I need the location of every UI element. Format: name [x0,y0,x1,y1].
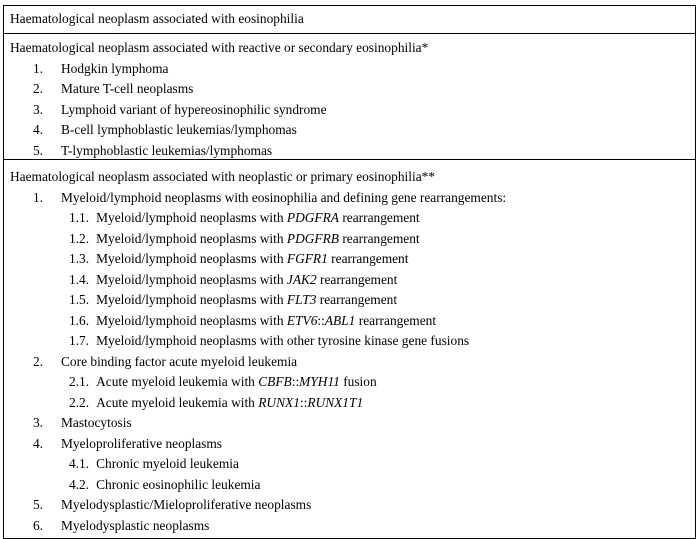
item-number: 4. [32,122,43,137]
gene-name: MYH11 [299,374,340,389]
item-text: Myeloid/lymphoid neoplasms with other tyrosine kinase gene fusions [96,333,470,348]
item-text: Myeloid/lymphoid neoplasms with [96,210,287,225]
item-text: Core binding factor acute myeloid leukemia [61,353,298,369]
sub-list-item [10,290,689,311]
list-item [10,100,689,121]
primary-heading: Haematological neoplasm associated with neoplastic or primary eosinophilia** [10,169,436,184]
item-text: Myeloid/lymphoid neoplasms with [96,292,287,307]
sub-list-item [10,229,689,250]
item-text: Myelodysplastic neoplasms [61,517,210,533]
gene-name: RUNX1 [258,394,300,410]
item-number: 6. [32,517,43,533]
item-text: rearrangement [316,292,398,307]
item-number: 4.1. [69,456,90,471]
list-item [10,434,689,455]
fusion-separator: :: [291,374,300,389]
reactive-section [4,33,695,159]
list-item [10,79,689,100]
table-title-cell [4,6,695,33]
gene-name: ETV6 [286,312,318,328]
item-number: 1.4. [69,271,90,287]
gene-name: FLT3 [286,292,317,307]
item-number: 5. [32,497,43,512]
list-item [10,495,689,516]
gene-name: PDGFRA [286,210,339,225]
item-text: rearrangement [338,230,420,246]
gene-name: JAK2 [286,271,317,287]
sub-list-item [10,393,689,414]
item-text: Mastocytosis [61,415,132,430]
sub-list-item [10,249,689,270]
item-number: 1. [32,60,43,76]
fusion-separator: :: [317,312,325,328]
item-number: 3. [32,101,43,117]
fusion-separator: :: [299,394,308,410]
list-item [10,516,689,537]
item-number: 5. [32,142,43,158]
item-number: 1.5. [69,292,90,307]
list-item [10,188,689,209]
item-text: Mature T-cell neoplasms [61,81,194,96]
list-item [10,59,689,80]
sub-list-item [10,454,689,475]
item-text: Myeloproliferative neoplasms [61,435,223,451]
item-text: T-lymphoblastic leukemias/lymphomas [61,142,273,158]
item-number: 1.1. [69,210,90,225]
sub-list-item [10,372,689,393]
item-number: 4.2. [69,476,90,492]
reactive-heading: Haematological neoplasm associated with reactive or secondary eosinophilia* [10,40,429,55]
item-number: 2. [32,353,43,369]
gene-name: FGFR1 [286,251,328,266]
item-text: Lymphoid variant of hypereosinophilic syndrome [61,101,327,117]
item-text: rearrangement [327,251,409,266]
item-text: Chronic myeloid leukemia [96,456,239,471]
item-number: 1.3. [69,251,90,266]
item-text: Chronic eosinophilic leukemia [96,476,261,492]
item-text: Myelodysplastic/Mieloproliferative neoplasms [61,497,312,512]
item-text: fusion [339,374,377,389]
item-number: 2.2. [69,394,90,410]
sub-list-item [10,270,689,291]
item-text: Acute myeloid leukemia with [96,394,259,410]
item-text: Myeloid/lymphoid neoplasms with [96,230,287,246]
item-number: 1.2. [69,230,90,246]
item-text: Myeloid/lymphoid neoplasms with [96,271,287,287]
item-text: Myeloid/lymphoid neoplasms with [96,312,287,328]
item-text: rearrangement [355,312,437,328]
list-item [10,413,689,434]
gene-name: PDGFRB [286,230,339,246]
sub-list-item [10,208,689,229]
item-number: 1. [32,189,43,205]
gene-name: ABL1 [324,312,356,328]
primary-section [4,159,695,538]
list-item [10,141,689,162]
item-number: 2. [32,81,43,96]
gene-name: CBFB [258,374,292,389]
item-text: Acute myeloid leukemia with [96,374,259,389]
item-number: 1.6. [69,312,90,328]
list-item [10,120,689,141]
sub-list-item [10,331,689,352]
item-text: Hodgkin lymphoma [61,60,169,76]
item-text: Myeloid/lymphoid neoplasms with [96,251,287,266]
classification-table [3,5,696,539]
item-text: rearrangement [316,271,398,287]
item-number: 3. [32,415,43,430]
item-number: 2.1. [69,374,90,389]
item-text: Myeloid/lymphoid neoplasms with eosinophilia and defining gene rearrangements: [61,189,507,205]
item-number: 1.7. [69,333,90,348]
gene-name: RUNX1T1 [307,394,364,410]
table-title: Haematological neoplasm associated with eosinophilia [10,11,304,26]
item-number: 4. [32,435,43,451]
sub-list-item [10,475,689,496]
item-text: B-cell lymphoblastic leukemias/lymphomas [61,122,297,137]
list-item [10,352,689,373]
sub-list-item [10,311,689,332]
item-text: rearrangement [338,210,420,225]
